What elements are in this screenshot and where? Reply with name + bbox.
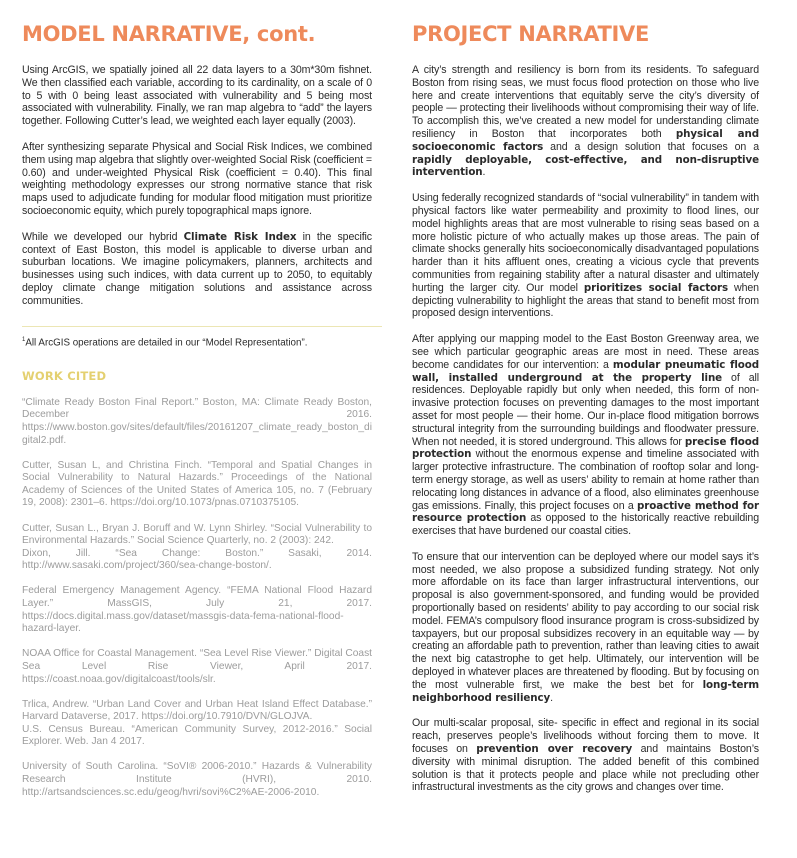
body-text: After synthesizing separate Physical and Social Risk Indices, we combined them using map algebra that slightly over-weighted Social Risk (coefficient = 0.60) and under-weighted Physical Risk (coefficient = 0.40). This final weighting methodology expresses our strong normative stance that risk maps used to adjudicate funding for modular flood mitigation must prioritize socioeconomic equity, which purely topographical maps ignore. bbox=[22, 140, 372, 217]
works-cited-list bbox=[22, 397, 372, 799]
body-text: Using federally recognized standards of “social vulnerability” in tandem with physical factors like water permeability and proximity to flood lines, our model highlights areas that are most vulnerable to rising seas based on a more holistic picture of who actually makes up those areas. The pain of climate shocks generally hits socioeconomically disadvantaged populations harder than it hits affluent ones, creating a vicious cycle that prevents communities from regaining stability after a natural disaster and ultimately hurting the larger city. Our model bbox=[412, 192, 759, 294]
right-column bbox=[412, 0, 759, 807]
body-text: . bbox=[550, 691, 553, 704]
works-cited-heading: WORK CITED bbox=[22, 368, 107, 383]
model-narrative-paragraph bbox=[22, 231, 372, 308]
emphasis-text: modular pneumatic flood wall, installed underground at the property line bbox=[412, 358, 759, 384]
project-narrative-paragraph bbox=[412, 192, 759, 320]
project-narrative-paragraph bbox=[412, 551, 759, 705]
project-narrative-heading: PROJECT NARRATIVE bbox=[412, 22, 650, 46]
project-narrative-body bbox=[412, 64, 759, 794]
emphasis-text: proactive method for resource protection bbox=[412, 499, 759, 525]
body-text: To ensure that our intervention can be deployed where our model says it’s most needed, we also propose a subsidized funding strategy. Not only more affordable on its face than larger infrastructural interventions, our proposal is also government-sponsored, and funding would be provided proportionally based on residents’ ability to pay according to our social risk model. FEMA’s compulsory flood insurance program is cross-subsidized by taxpayers, but our proposal subsidizes recovery in an equitable way — by creating an affordable path to prevention, rather than leaving cities to await the next big catastrophe to get help. Ultimately, our intervention will be deployed in whatever places are threatened by flooding. But by focusing on the most vulnerable first, we make the best bet for bbox=[412, 550, 759, 691]
body-text: Our multi-scalar proposal, site- specific in effect and regional in its social reach, preserves people’s livelihoods without forcing them to move. It focuses on bbox=[412, 717, 759, 756]
left-column bbox=[22, 0, 372, 812]
emphasis-text: prevention over recovery bbox=[476, 743, 633, 756]
reference-entry bbox=[22, 397, 372, 447]
reference-entry bbox=[22, 699, 372, 749]
reference-entry bbox=[22, 460, 372, 510]
model-narrative-body bbox=[22, 64, 372, 308]
body-text: of all residences. Deployable rapidly but only when needed, this form of non-invasive protection focuses on preventing damages to the most important asset for most people — their home. Our in-place flood mitigation borrows structural integrity from the surrounding buildings and floodwater pressure. When not needed, it is stored underground. This allows for bbox=[412, 371, 759, 448]
project-narrative-paragraph bbox=[412, 333, 759, 538]
body-text: and maintains Boston’s diversity with minimal disruption. The added benefit of this combined solution is that it protects people and place while not precluding other infrastructural investments as the city grows and changes over time. bbox=[412, 743, 759, 794]
reference-entry bbox=[22, 648, 372, 686]
reference-text: Federal Emergency Management Agency. “FEMA National Flood Hazard Layer.” MassGIS, July 21, 2017. https://docs.digital.mass.gov/dataset/massgis-data-fema-national-flood-hazard-layer. bbox=[22, 585, 372, 635]
emphasis-text: prioritizes social factors bbox=[583, 281, 729, 294]
body-text: in the specific context of East Boston, this model is applicable to diverse urban and suburban locations. We imagine policymakers, planners, architects and businesses using such indices, with data current up to 2050, to equitably deploy climate change mitigation solutions and assistance across communities. bbox=[22, 230, 372, 307]
project-narrative-paragraph bbox=[412, 717, 759, 794]
emphasis-text: rapidly deployable, cost-effective, and non-disruptive intervention bbox=[412, 153, 759, 179]
emphasis-text: physical and socioeconomic factors bbox=[412, 127, 759, 153]
reference-text: U.S. Census Bureau. “American Community Survey, 2012-2016.” Social Explorer. Web. Jan 4 2017. bbox=[22, 723, 372, 748]
footnote bbox=[22, 337, 372, 348]
body-text: and a design solution that focuses on a bbox=[543, 140, 760, 153]
body-text: when depicting vulnerability to highlight the areas that stand to benefit most from proposed design interventions. bbox=[412, 281, 759, 320]
body-text: as opposed to the historically reactive rebuilding exercises that have burdened our coastal cities. bbox=[412, 512, 759, 538]
reference-entry bbox=[22, 761, 372, 799]
emphasis-text: precise flood protection bbox=[412, 435, 759, 461]
body-text: Using ArcGIS, we spatially joined all 22 data layers to a 30m*30m fishnet. We then classified each variable, according to its cardinality, on a scale of 0 to 5 with 0 being least associated with vulnerability and 5 being most associated with vulnerability. Finally, we ran map algebra to “add” the layers together. Following Cutter’s lead, we weighted each layer equally (2003). bbox=[22, 64, 372, 128]
reference-text: “Climate Ready Boston Final Report.” Boston, MA: Climate Ready Boston, December 2016. https://www.boston.gov/sites/default/files/20161207_climate_ready_boston_digital2.pdf. bbox=[22, 396, 372, 446]
reference-entry bbox=[22, 585, 372, 635]
model-narrative-paragraph bbox=[22, 141, 372, 218]
model-narrative-heading: MODEL NARRATIVE, cont. bbox=[22, 22, 316, 46]
body-text: A city’s strength and resiliency is born from its residents. To safeguard Boston from rising seas, we must focus flood protection on those who live here and create interventions that equitably serve the city’s diversity of people — protecting their livelihoods without compromising their way of life. To accomplish this, we’ve created a new model for understanding climate resiliency in Boston that incorporates both bbox=[412, 64, 759, 140]
body-text: After applying our mapping model to the East Boston Greenway area, we see which particular geographic areas are most in need. These areas become candidates for our intervention: a bbox=[412, 333, 759, 371]
reference-text: NOAA Office for Coastal Management. “Sea Level Rise Viewer.” Digital Coast Sea Level Rise Viewer, April 2017. https://coast.noaa.gov/digitalcoast/tools/slr. bbox=[22, 648, 372, 685]
reference-text: Trlica, Andrew. “Urban Land Cover and Urban Heat Island Effect Database.” Harvard Dataverse, 2017. https://doi.org/10.7910/DVN/GLOJVA. bbox=[22, 698, 372, 723]
model-narrative-paragraph bbox=[22, 64, 372, 128]
emphasis-text: long-term neighborhood resiliency bbox=[412, 678, 759, 704]
section-divider bbox=[22, 326, 382, 327]
reference-text: Cutter, Susan L., Bryan J. Boruff and W. Lynn Shirley. “Social Vulnerability to Environmental Hazards.” Social Science Quarterly, no. 2 (2003): 242. bbox=[22, 522, 372, 547]
body-text: . bbox=[482, 166, 486, 179]
emphasis-text: Climate Risk Index bbox=[183, 230, 297, 243]
footnote-mark: 1 bbox=[22, 336, 26, 343]
reference-text: Cutter, Susan L, and Christina Finch. “Temporal and Spatial Changes in Social Vulnerability to Natural Hazards.” Proceedings of the National Academy of Sciences of the United States of America 105, no. 7 (February 19, 2008): 2301–6. https://doi.org/10.1073/pnas.0710375105. bbox=[22, 459, 372, 509]
reference-text: University of South Carolina. “SoVI® 2006-2010.” Hazards & Vulnerability Research Institute (HVRI), 2010. http://artsandsciences.sc.edu/geog/hvri/sovi%C2%AE-2006-2010. bbox=[22, 761, 372, 798]
reference-entry bbox=[22, 523, 372, 573]
reference-text: Dixon, Jill. “Sea Change: Boston.” Sasaki, 2014. http://www.sasaki.com/project/360/sea-change-boston/. bbox=[22, 547, 372, 572]
footnote-text: All ArcGIS operations are detailed in our “Model Representation”. bbox=[25, 336, 308, 348]
body-text: While we developed our hybrid bbox=[22, 230, 184, 243]
project-narrative-paragraph bbox=[412, 64, 759, 179]
body-text: without the enormous expense and timeline associated with larger protective infrastructure. The combination of rooftop solar and long-term energy storage, as well as users’ ability to remain at home rather than relocating long distances in advance of a flood, also eliminates greenhouse gas emissions. Finally, this project focuses on a bbox=[412, 448, 759, 512]
